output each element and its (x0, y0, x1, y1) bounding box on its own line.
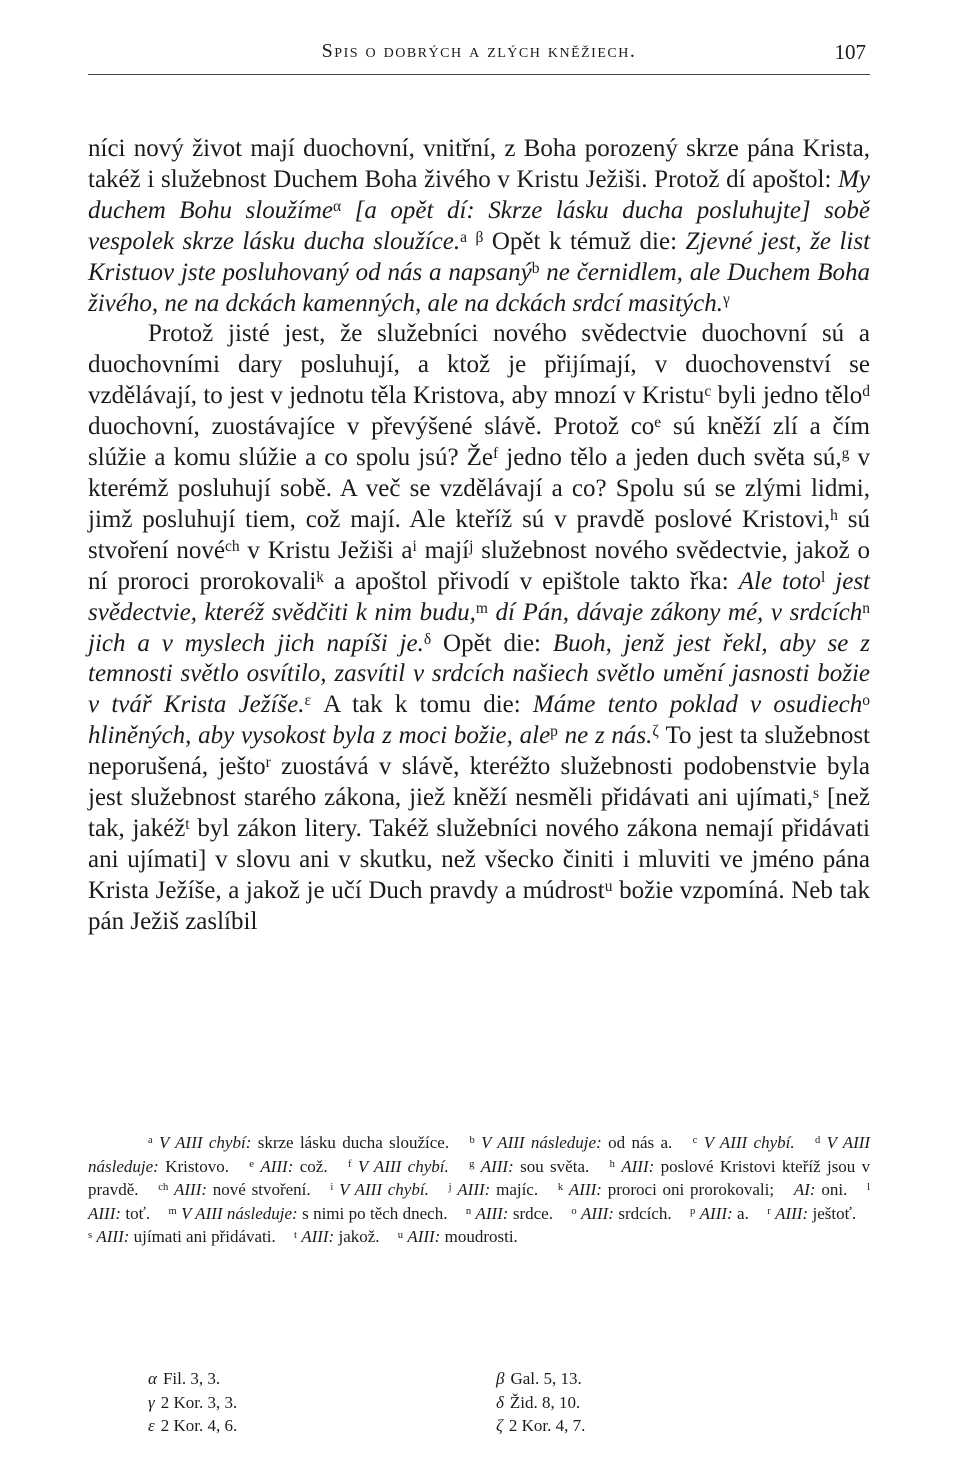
footnote-mark: b (531, 259, 540, 277)
footnote-siglum: AIII: (407, 1227, 441, 1247)
text-run: byl zákon litery. Takéž služebníci nového zákona nemají přidávati ani ujímati] v slovu ani v skutku, než všecko činiti i mluviti ve jméno pána Krista Ježíše, a jakož je učí Duch pravdy a múdrost (88, 814, 870, 904)
header-rule (88, 74, 870, 75)
reference-entry (496, 1367, 708, 1391)
reference-text: 2 Kor. 3, 3. (160, 1392, 238, 1412)
footnote-entry (249, 1157, 327, 1176)
footnote-entry-mark: s (88, 1229, 93, 1241)
footnote-entry (294, 1227, 380, 1246)
text-run (341, 197, 355, 224)
footnote-text: srdcích. (618, 1203, 672, 1223)
reference-text: Gal. 5, 13. (510, 1369, 582, 1388)
footnote-entry-mark: r (767, 1206, 771, 1218)
running-title: Spis o dobrých a zlých kněžiech. (321, 40, 637, 62)
footnote-entry-mark: i (330, 1182, 334, 1194)
footnote-mark: c (704, 383, 712, 401)
paragraph-1 (88, 134, 870, 319)
reference-symbol: δ (496, 1392, 504, 1412)
footnote-entry (469, 1157, 589, 1176)
text-run: Protož jisté jest, že služebníci nového svědectvie duochovní sú a duochovními dary posluhují, a ktož je přijímají, v duochovenství se vzdělávají, to jest v jednotu těla Kristova, aby mnozí v Kristu (88, 320, 870, 410)
footnote-entry (398, 1227, 518, 1246)
text-run: mají (416, 536, 470, 564)
text-run: Opět die: (431, 629, 553, 657)
reference-entry (496, 1414, 708, 1438)
quotation: Zjevné jest, že list Kristuov jste posluhovaný od nás a napsaný (88, 227, 871, 286)
reference-entry (148, 1391, 496, 1415)
footnote-mark: n (862, 599, 870, 617)
footnote-text: srdce. (512, 1203, 553, 1223)
footnote-entry-mark: u (397, 1229, 404, 1241)
footnote-text: toť. (125, 1203, 151, 1223)
footnote-entry-mark: h (609, 1158, 615, 1170)
footnote-entry-mark: g (469, 1158, 475, 1170)
reference-symbol: ε (148, 1416, 155, 1436)
footnote-entry-mark: k (557, 1182, 564, 1194)
footnote-entry (158, 1180, 310, 1199)
footnote-siglum: AIII: (174, 1180, 208, 1200)
footnote-mark: m (475, 599, 488, 617)
reference-symbol: β (496, 1369, 505, 1388)
reference-text: Žid. 8, 10. (509, 1392, 581, 1412)
footnote-entry-mark: d (814, 1135, 821, 1147)
footnote-siglum: AIII: (568, 1180, 602, 1200)
footnote-entry (148, 1133, 449, 1152)
reference-mark: δ (423, 630, 432, 648)
quotation: Máme tento poklad v osudiech (532, 691, 863, 719)
text-run: v kterémž posluhují sobě. A več se vzdělávají a co? Spolu sú se zlými lidmi, jimž posluhují tiem, což mají. Ale kteříž sú v pravdě poslové Kristovi, (88, 444, 870, 533)
footnote-mark: j (469, 537, 474, 555)
footnote-entry-mark: f (347, 1158, 352, 1170)
text-run: sú stvoření nové (88, 505, 870, 564)
footnote-entry (449, 1180, 539, 1199)
reference-mark: ζ (652, 723, 659, 741)
footnote-siglum: V AIII následuje: (181, 1203, 298, 1223)
footnote-siglum: AIII: (699, 1203, 733, 1223)
footnote-mark: p (550, 723, 558, 741)
footnote-siglum: V AIII chybí. (339, 1180, 429, 1200)
footnote-mark: ch (224, 537, 240, 555)
footnote-mark: r (265, 754, 271, 772)
footnote-entry (88, 1227, 276, 1246)
reference-entry (148, 1367, 496, 1391)
footnote-text: a. (737, 1203, 749, 1223)
footnote-list (88, 1131, 870, 1249)
footnote-siglum: V AIII chybí. (703, 1133, 795, 1152)
footnote-entry (690, 1204, 749, 1223)
reference-entry (148, 1414, 496, 1438)
footnote-text: moudrosti. (444, 1227, 518, 1247)
text-run: v Kristu Ježiši a (239, 536, 413, 564)
footnote-entry-mark: t (294, 1229, 297, 1241)
reference-entry (496, 1391, 708, 1415)
footnote-siglum: AIII: (580, 1203, 614, 1223)
footnote-text: majíc. (496, 1180, 539, 1200)
text-run: zuostává v slávě, kteréžto služebnosti podobenstvie byla jest služebnost starého zákona, jiež kněží nesměli přidávati ani ujímati, (88, 753, 870, 812)
footnote-siglum: AIII: (480, 1156, 514, 1176)
quotation: jest svědectvie, kteréž svědčiti k nim budu, (88, 567, 870, 626)
footnote-mark: a (460, 228, 467, 246)
footnote-text: proroci oni prorokovali; (607, 1180, 775, 1200)
text-run: a apoštol přivodí v epištole takto řka: (324, 567, 739, 595)
reference-mark: ε (304, 692, 311, 710)
footnote-siglum: AIII: (775, 1203, 809, 1223)
footnote-entry-mark: e (249, 1158, 254, 1170)
footnote-entry-mark: m (168, 1206, 177, 1218)
footnote-text: ujímati ani přidávati. (133, 1227, 276, 1247)
footnote-text: sou světa. (520, 1156, 590, 1176)
footnote-siglum: AIII: (475, 1203, 509, 1223)
reference-mark: α (333, 197, 342, 215)
footnote-mark: s (813, 785, 820, 803)
footnote-entry (571, 1204, 671, 1223)
footnote-text: skrze lásku ducha sloužíce. (257, 1133, 450, 1152)
reference-mark: β (475, 228, 484, 246)
footnote-entry-mark: ch (158, 1182, 169, 1194)
reference-symbol: α (148, 1369, 157, 1388)
footnote-text: od nás a. (608, 1133, 673, 1152)
footnote-mark: e (654, 414, 662, 432)
footnote-entry (348, 1157, 449, 1176)
footnote-siglum: AIII: (260, 1156, 294, 1176)
text-run: služebnost nového svědectvie, jakož o ní proroci prorokovali (88, 536, 870, 595)
footnote-text: jakož. (338, 1227, 380, 1247)
footnote-mark: u (604, 877, 613, 895)
footnote-mark: d (862, 383, 870, 401)
text-run: níci nový život mají duochovní, vnitřní, z Boha porozený skrze pána Krista, takéž i služebnost Duchem Boha živého v Kristu Ježiši. Protož dí apoštol: (88, 135, 870, 193)
quotation: [a opět dí: Skrze lásku ducha posluhujte] sobě vespolek skrze lásku ducha sloužíce. (88, 196, 870, 255)
footnote-text: nové stvoření. (212, 1180, 311, 1200)
footnote-entry-mark: c (692, 1135, 698, 1147)
footnote-entry (693, 1133, 795, 1152)
footnote-entry-mark: o (571, 1206, 577, 1218)
footnote-mark: t (185, 815, 190, 833)
page-number: 107 (834, 40, 866, 64)
text-run: To jest ta služebnost neporušená, ještо (88, 722, 871, 781)
quotation: jich a v myslech jich napíši je. (88, 629, 424, 657)
footnote-entry-mark: l (867, 1182, 871, 1194)
footnote-siglum: AIII: (621, 1156, 655, 1176)
quotation: hliněných, aby vysokost byla z moci božie, ale (88, 722, 551, 750)
body-text (88, 134, 870, 938)
footnote-entry (469, 1133, 672, 1152)
footnote-entry-mark: p (690, 1206, 696, 1218)
footnote-siglum: V AIII chybí: (159, 1133, 252, 1152)
footnote-entry-mark: a (148, 1135, 153, 1147)
text-run: Opět k témuž die: (483, 227, 686, 255)
footnote-mark: g (841, 445, 850, 463)
text-run: sú kněží zlí a čím slúžie a komu slúžie a co spolu jsú? Že (88, 413, 870, 472)
quotation: Ale toto (738, 567, 821, 595)
footnote-entry-mark: n (465, 1206, 472, 1218)
footnote-siglum: AIII: (301, 1227, 335, 1247)
text-run: [než tak, jakéž (88, 784, 870, 842)
paragraph-2 (88, 319, 870, 937)
footnote-text: ještoť. (812, 1203, 857, 1223)
footnote-text: s nimi po těch dnech. (302, 1203, 448, 1223)
reference-mark: γ (722, 290, 730, 308)
reference-symbol: ζ (496, 1416, 503, 1436)
reference-symbol: γ (148, 1392, 155, 1412)
footnote-siglum: V AIII následuje: (88, 1133, 871, 1176)
footnote-mark: f (493, 445, 499, 463)
footnote-siglum: AIII: (457, 1180, 491, 1200)
running-head (88, 40, 870, 70)
reference-text: 2 Kor. 4, 6. (160, 1416, 238, 1436)
footnote-entry (330, 1180, 428, 1199)
footnote-text: oni. (821, 1180, 848, 1200)
text-run: jedno tělo a jeden duch světa sú, (498, 444, 842, 472)
footnote-entry (767, 1204, 856, 1223)
scripture-references (148, 1367, 708, 1438)
footnote-siglum: AIII: (88, 1203, 122, 1223)
footnote-mark: o (862, 692, 870, 710)
quotation: dí Pán, dávaje zákony mé, v srdcích (487, 598, 863, 626)
critical-apparatus (88, 1131, 870, 1249)
footnote-mark: l (820, 568, 826, 586)
footnote-mark: k (316, 568, 325, 586)
footnote-entry (558, 1180, 774, 1199)
footnote-siglum: AIII: (96, 1227, 130, 1247)
quotation: ne z nás. (557, 722, 653, 750)
footnote-siglum: V AIII následuje: (481, 1133, 602, 1152)
text-run: A tak k tomu die: (311, 691, 533, 719)
footnote-entry (466, 1204, 553, 1223)
footnote-siglum: AI: (793, 1180, 816, 1200)
text-run: božie vzpomíná. Neb tak pán Ježiš zaslíbil (88, 876, 870, 935)
footnote-entry (794, 1180, 847, 1199)
footnote-mark: i (412, 537, 417, 555)
reference-text: 2 Kor. 4, 7. (508, 1416, 586, 1436)
footnote-mark: h (830, 506, 838, 524)
footnote-text: poslové Kristovi kteříž jsou v pravdě. (88, 1156, 871, 1200)
footnote-siglum: V AIII chybí. (357, 1156, 449, 1176)
text-run: byli jedno tělo (711, 382, 863, 410)
footnote-entry-mark: b (469, 1135, 475, 1147)
footnote-entry-mark: j (448, 1182, 452, 1194)
text-run: duochovní, zuostávajíce v převýšené slávě. Protož co (88, 413, 655, 441)
quotation: ne černidlem, ale Duchem Boha živého, ne na dckách kamenných, ale na dckách srdcí masitých. (88, 258, 870, 317)
footnote-text: Kristovo. (165, 1156, 229, 1176)
reference-text: Fil. 3, 3. (162, 1369, 221, 1388)
quotation: Buoh, jenž jest řekl, aby se z temnosti světlo osvítilo, zasvítil v srdcích našiech světlo umění jasnosti božie v tvář Krista Ježíše. (88, 629, 870, 719)
quotation: My duchem Bohu sloužíme (88, 165, 870, 224)
footnote-text: což. (299, 1156, 328, 1176)
footnote-entry (169, 1204, 448, 1223)
